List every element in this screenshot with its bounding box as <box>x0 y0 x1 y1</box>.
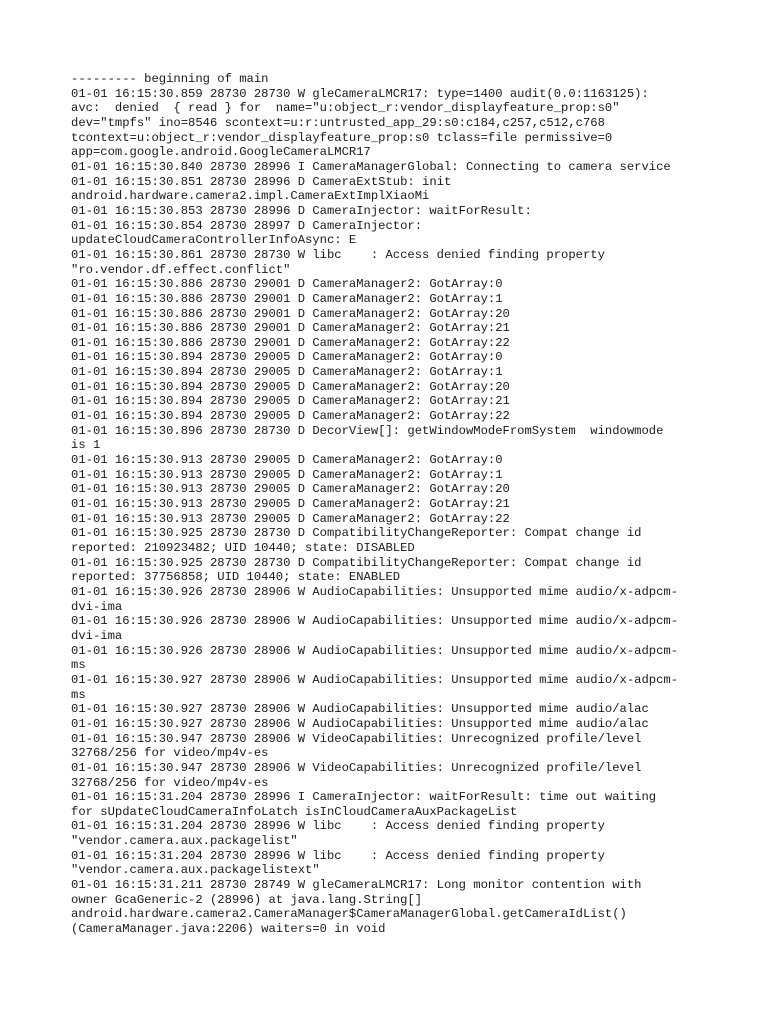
log-line: tcontext=u:object_r:vendor_displayfeature_prop:s0 tclass=file permissive=0 <box>71 130 613 145</box>
log-line: 01-01 16:15:30.947 28730 28906 W VideoCapabilities: Unrecognized profile/level <box>71 731 642 746</box>
log-line: 01-01 16:15:30.927 28730 28906 W AudioCapabilities: Unsupported mime audio/alac <box>71 702 649 717</box>
log-line: 01-01 16:15:30.925 28730 28730 D CompatibilityChangeReporter: Compat change id <box>71 526 642 541</box>
log-line: 01-01 16:15:30.854 28730 28997 D CameraInjector: <box>71 218 423 233</box>
log-line: 32768/256 for video/mp4v-es <box>71 746 269 761</box>
log-line: 01-01 16:15:30.894 28730 29005 D CameraManager2: GotArray:21 <box>71 394 510 409</box>
log-line: 01-01 16:15:30.926 28730 28906 W AudioCapabilities: Unsupported mime audio/x-adpcm- <box>71 584 679 599</box>
log-line: --------- beginning of main <box>71 72 269 86</box>
log-line: 01-01 16:15:30.894 28730 29005 D CameraManager2: GotArray:22 <box>71 409 510 424</box>
log-line: 01-01 16:15:30.886 28730 29001 D CameraManager2: GotArray:0 <box>71 277 503 292</box>
log-line: 01-01 16:15:30.927 28730 28906 W AudioCapabilities: Unsupported mime audio/x-adpcm- <box>71 672 679 687</box>
log-line: 01-01 16:15:31.211 28730 28749 W gleCameraLMCR17: Long monitor contention with <box>71 878 642 893</box>
log-line: ms <box>71 687 86 702</box>
log-line: "vendor.camera.aux.packagelistext" <box>71 863 320 878</box>
log-line: 01-01 16:15:31.204 28730 28996 W libc : Access denied finding property <box>71 848 605 863</box>
log-line: for sUpdateCloudCameraInfoLatch isInCloudCameraAuxPackageList <box>71 804 518 819</box>
log-line: dev="tmpfs" ino=8546 scontext=u:r:untrusted_app_29:s0:c184,c257,c512,c768 <box>71 115 605 130</box>
log-line: 01-01 16:15:30.886 28730 29001 D CameraManager2: GotArray:20 <box>71 306 510 321</box>
log-line: 01-01 16:15:30.913 28730 29005 D CameraManager2: GotArray:22 <box>71 511 510 526</box>
log-line: 01-01 16:15:30.851 28730 28996 D CameraExtStub: init <box>71 174 452 189</box>
log-line: 01-01 16:15:30.925 28730 28730 D CompatibilityChangeReporter: Compat change id <box>71 555 642 570</box>
log-line: 01-01 16:15:30.896 28730 28730 D DecorView[]: getWindowModeFromSystem windowmode <box>71 423 664 438</box>
log-line: reported: 210923482; UID 10440; state: DISABLED <box>71 541 415 555</box>
log-line: avc: denied { read } for name="u:object_r:vendor_displayfeature_prop:s0" <box>71 101 620 116</box>
log-line: updateCloudCameraControllerInfoAsync: E <box>71 233 357 248</box>
log-line: 01-01 16:15:31.204 28730 28996 I CameraInjector: waitForResult: time out waiting <box>71 790 657 805</box>
log-line: dvi-ima <box>71 599 123 614</box>
log-line: "vendor.camera.aux.packagelist" <box>71 834 298 849</box>
log-line: 01-01 16:15:30.894 28730 29005 D CameraManager2: GotArray:20 <box>71 379 510 394</box>
log-line: 01-01 16:15:30.840 28730 28996 I CameraManagerGlobal: Connecting to camera service <box>71 159 671 174</box>
log-line: 01-01 16:15:30.927 28730 28906 W AudioCapabilities: Unsupported mime audio/alac <box>71 716 649 731</box>
log-line: "ro.vendor.df.effect.conflict" <box>71 262 291 277</box>
log-document <box>71 72 711 937</box>
log-line: 01-01 16:15:30.926 28730 28906 W AudioCapabilities: Unsupported mime audio/x-adpcm- <box>71 643 679 658</box>
log-line: 01-01 16:15:30.894 28730 29005 D CameraManager2: GotArray:1 <box>71 365 503 380</box>
log-line: 01-01 16:15:30.861 28730 28730 W libc : Access denied finding property <box>71 247 605 262</box>
log-line: 01-01 16:15:30.886 28730 29001 D CameraManager2: GotArray:22 <box>71 335 510 350</box>
log-line: 01-01 16:15:30.886 28730 29001 D CameraManager2: GotArray:21 <box>71 321 510 336</box>
log-line: 01-01 16:15:30.886 28730 29001 D CameraManager2: GotArray:1 <box>71 291 503 306</box>
log-line: android.hardware.camera2.CameraManager$CameraManagerGlobal.getCameraIdList() <box>71 907 627 922</box>
log-line: dvi-ima <box>71 628 123 643</box>
log-line: (CameraManager.java:2206) waiters=0 in void <box>71 922 386 937</box>
log-line: 01-01 16:15:30.913 28730 29005 D CameraManager2: GotArray:20 <box>71 482 510 497</box>
log-line: 01-01 16:15:31.204 28730 28996 W libc : Access denied finding property <box>71 819 605 834</box>
log-line: 01-01 16:15:30.913 28730 29005 D CameraManager2: GotArray:1 <box>71 467 503 482</box>
log-line: owner GcaGeneric-2 (28996) at java.lang.String[] <box>71 892 423 907</box>
log-line: 01-01 16:15:30.859 28730 28730 W gleCameraLMCR17: type=1400 audit(0.0:1163125): <box>71 86 649 101</box>
log-line: 01-01 16:15:30.926 28730 28906 W AudioCapabilities: Unsupported mime audio/x-adpcm- <box>71 614 679 629</box>
log-line: is 1 <box>71 438 101 453</box>
log-line: 01-01 16:15:30.853 28730 28996 D CameraInjector: waitForResult: <box>71 203 532 218</box>
log-line: 01-01 16:15:30.947 28730 28906 W VideoCapabilities: Unrecognized profile/level <box>71 760 642 775</box>
log-line: 01-01 16:15:30.913 28730 29005 D CameraManager2: GotArray:21 <box>71 497 510 512</box>
log-line: 32768/256 for video/mp4v-es <box>71 775 269 790</box>
log-line: android.hardware.camera2.impl.CameraExtImplXiaoMi <box>71 189 430 204</box>
log-line: app=com.google.android.GoogleCameraLMCR17 <box>71 145 371 160</box>
log-line: 01-01 16:15:30.913 28730 29005 D CameraManager2: GotArray:0 <box>71 453 503 468</box>
log-line: 01-01 16:15:30.894 28730 29005 D CameraManager2: GotArray:0 <box>71 350 503 365</box>
log-line: ms <box>71 658 86 673</box>
log-line: reported: 37756858; UID 10440; state: ENABLED <box>71 570 401 585</box>
